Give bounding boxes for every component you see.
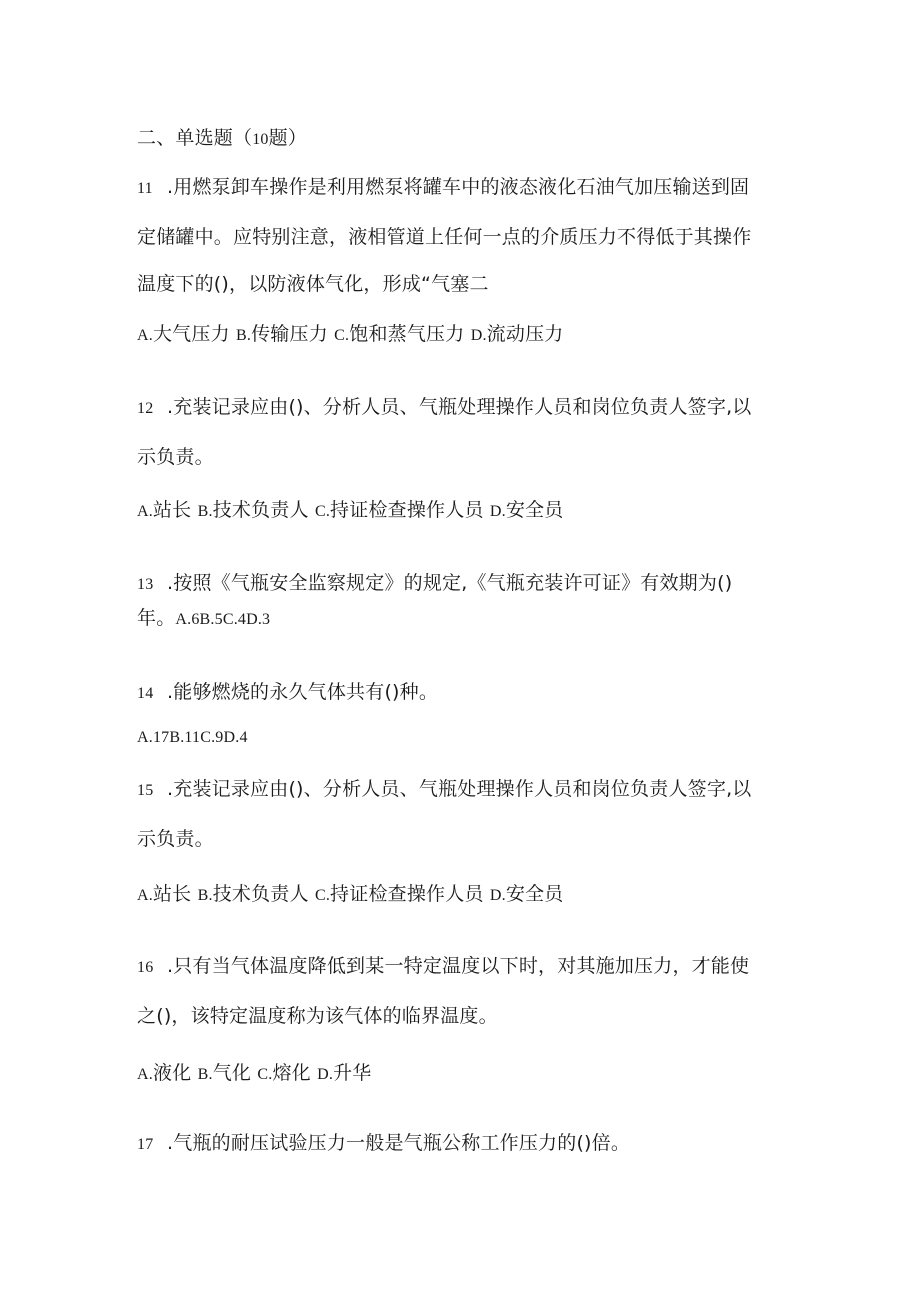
- option-text: 持证检查操作人员: [330, 499, 484, 521]
- question-text: 示负责。: [137, 446, 214, 468]
- question-13-line-2: [137, 606, 270, 632]
- option-letter: C.: [257, 1066, 273, 1083]
- question-text: 温度下的()，以防液体气化，形成“气塞二: [137, 273, 489, 295]
- question-number: 12: [137, 400, 154, 417]
- question-text: 之()，该特定温度称为该气体的临界温度。: [137, 1005, 498, 1027]
- option-letter: D.: [470, 327, 487, 344]
- question-number: 11: [137, 180, 153, 197]
- question-11-line-3: [137, 272, 489, 296]
- option-letter: C.: [314, 503, 331, 520]
- question-15-line-1: [137, 777, 752, 803]
- option-text: 安全员: [505, 883, 564, 905]
- question-15-line-2: [137, 827, 214, 851]
- question-text: .只有当气体温度降低到某一特定温度以下时，对其施加压力，才能使: [167, 955, 750, 977]
- question-number: 15: [137, 782, 154, 799]
- question-13-line-1: [137, 571, 732, 597]
- option-text: 站长: [152, 499, 192, 521]
- option-text: 气化: [212, 1062, 252, 1084]
- section-title: [137, 126, 307, 152]
- question-text: .按照《气瓶安全监察规定》的规定,《气瓶充装许可证》有效期为(): [167, 572, 733, 594]
- option-text: 熔化: [272, 1062, 311, 1084]
- question-16-line-1: [137, 954, 749, 980]
- question-number: 17: [137, 1136, 154, 1153]
- question-16-options: [137, 1061, 371, 1087]
- question-11-options: [137, 322, 563, 348]
- section-title-suffix: 题）: [268, 127, 308, 149]
- option-letter: A.: [137, 887, 153, 904]
- option-letter: C.: [334, 327, 350, 344]
- option-letter: D.: [489, 887, 506, 904]
- question-text-tail: 年。: [137, 607, 176, 629]
- question-text: .气瓶的耐压试验压力一般是气瓶公称工作压力的()倍。: [167, 1132, 631, 1154]
- option-text: 液化: [152, 1062, 192, 1084]
- question-text: 定储罐中。应特别注意，液相管道上任何一点的介质压力不得低于其操作: [137, 226, 752, 248]
- question-15-options: [137, 882, 563, 908]
- option-letter: D.: [489, 503, 506, 520]
- option-letter: A.: [137, 1066, 153, 1083]
- section-title-count: 10: [252, 131, 269, 148]
- question-number: 14: [137, 685, 154, 702]
- question-14-options: [137, 724, 248, 750]
- option-text: 流动压力: [486, 323, 564, 345]
- option-text: 技术负责人: [212, 883, 309, 905]
- question-number: 13: [137, 576, 154, 593]
- option-text: 传输压力: [251, 323, 328, 345]
- question-11-line-2: [137, 225, 751, 249]
- option-letter: B.: [236, 327, 252, 344]
- section-title-prefix: 二、单选题（: [137, 127, 253, 149]
- option-letter: C.: [314, 887, 331, 904]
- question-text: 示负责。: [137, 828, 214, 850]
- question-text: .能够燃烧的永久气体共有()种。: [167, 681, 439, 703]
- question-12-options: [137, 498, 563, 524]
- question-text: .用燃泵卸车操作是利用燃泵将罐车中的液态液化石油气加压输送到固: [167, 176, 750, 198]
- option-text: 持证检查操作人员: [330, 883, 484, 905]
- option-letter: D.: [317, 1066, 334, 1083]
- question-12-line-1: [137, 395, 752, 421]
- option-text: 饱和蒸气压力: [349, 323, 465, 345]
- question-text: .充装记录应由()、分析人员、气瓶处理操作人员和岗位负责人签字,以: [167, 396, 752, 418]
- option-text: 安全员: [505, 499, 564, 521]
- option-text: 大气压力: [152, 323, 230, 345]
- question-options-inline: A.6B.5C.4D.3: [175, 611, 271, 628]
- option-text: 站长: [152, 883, 192, 905]
- question-text: .充装记录应由()、分析人员、气瓶处理操作人员和岗位负责人签字,以: [167, 778, 752, 800]
- question-11-line-1: [137, 175, 749, 201]
- question-14-line-1: [137, 680, 438, 706]
- option-letter: B.: [197, 503, 213, 520]
- question-16-line-2: [137, 1004, 498, 1028]
- question-12-line-2: [137, 445, 214, 469]
- option-letter: B.: [197, 1066, 213, 1083]
- option-letter: B.: [197, 887, 213, 904]
- option-letter: A.: [137, 327, 153, 344]
- question-number: 16: [137, 959, 154, 976]
- option-letter: A.: [137, 503, 153, 520]
- option-text: 升华: [333, 1062, 372, 1084]
- question-options-inline: A.17B.11C.9D.4: [137, 729, 248, 746]
- option-text: 技术负责人: [212, 499, 309, 521]
- question-17-line-1: [137, 1131, 630, 1157]
